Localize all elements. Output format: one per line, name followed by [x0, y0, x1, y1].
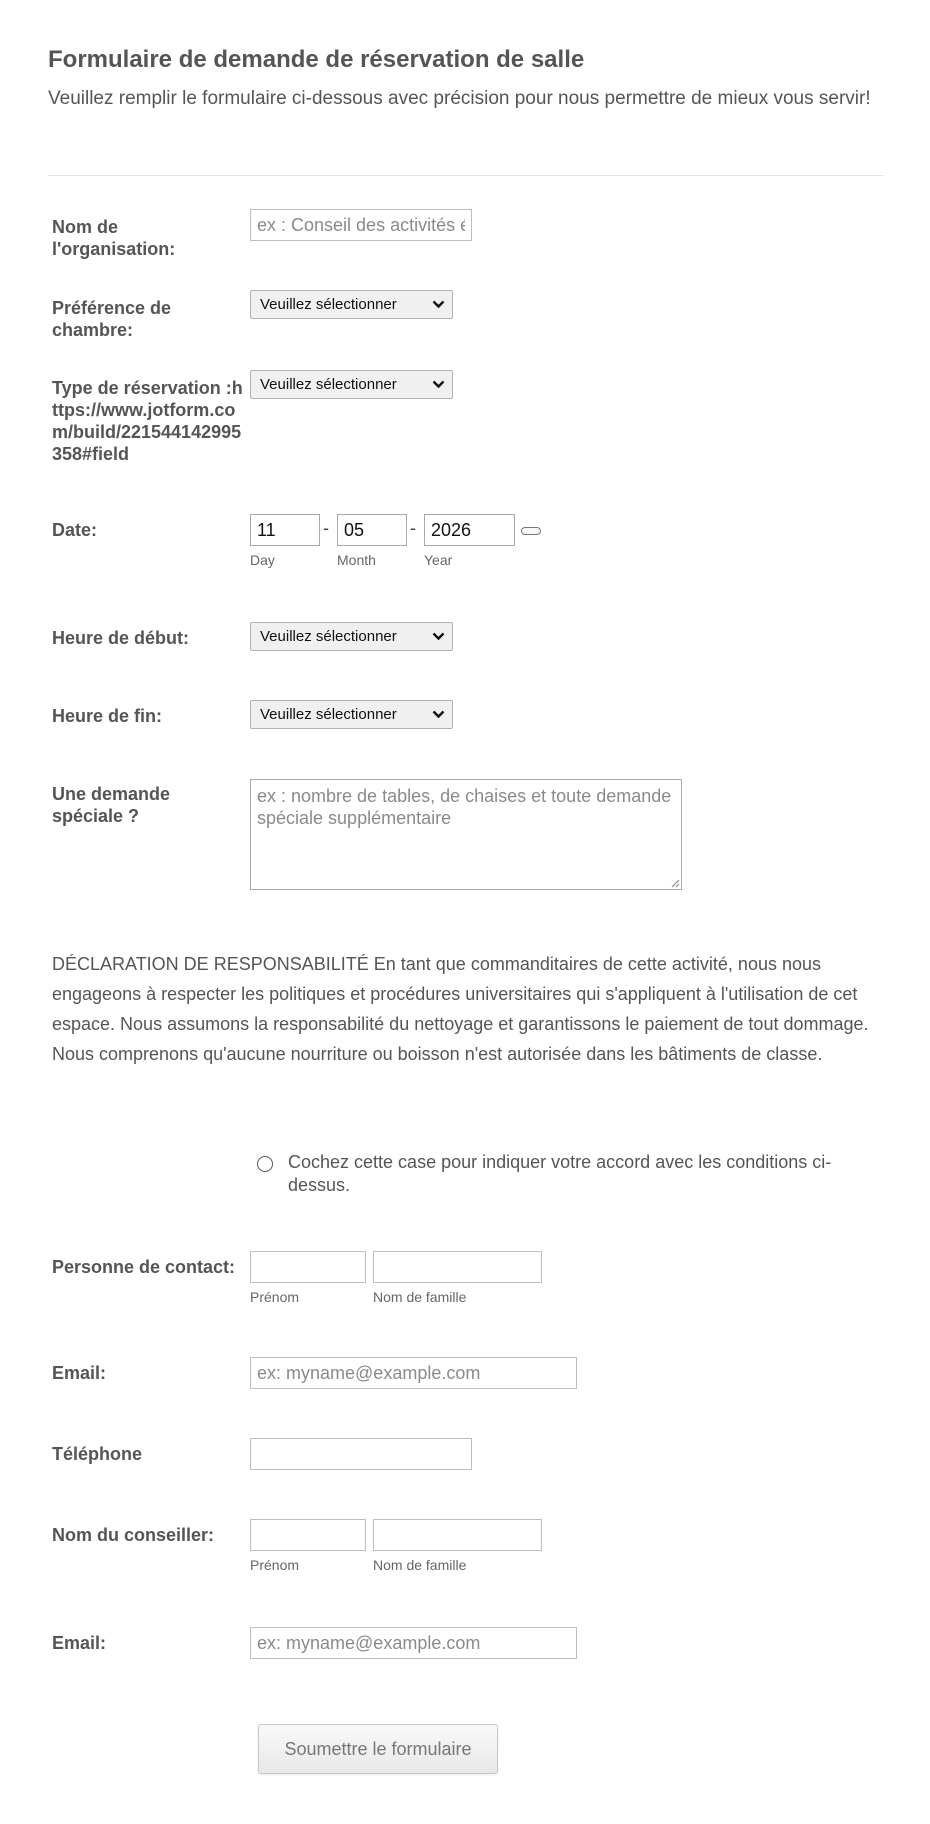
- declaration-text: DÉCLARATION DE RESPONSABILITÉ En tant que commanditaires de cette activité, nous nous engageons à respecter les politiques et procédures universitaires qui s'appliquent à l'utilisation de cet espace. Nous assumons la responsabilité du nettoyage et garantissons le paiement de tout dommage. Nous comprenons qu'aucune nourriture ou boisson n'est autorisée dans les bâtiments de classe.: [52, 954, 869, 1064]
- agreement-label[interactable]: Cochez cette case pour indiquer votre accord avec les conditions ci-dessus.: [288, 1152, 832, 1195]
- reservation-type-select[interactable]: [250, 370, 453, 399]
- end-time-value: Veuillez sélectionner: [260, 706, 397, 723]
- advisor-email-label: Email:: [52, 1633, 107, 1653]
- start-time-select[interactable]: [250, 622, 453, 651]
- organisation-label: Nom de l'organisation:: [52, 217, 176, 259]
- header-divider: [48, 175, 884, 176]
- date-year-input[interactable]: 2026: [424, 514, 515, 546]
- end-time-label: Heure de fin:: [52, 706, 163, 726]
- date-label: Date:: [52, 520, 98, 540]
- contact-last-name-input[interactable]: [373, 1251, 542, 1283]
- email-input[interactable]: [250, 1357, 577, 1389]
- advisor-first-sublabel: Prénom: [250, 1557, 300, 1573]
- contact-first-sublabel: Prénom: [250, 1289, 300, 1305]
- date-separator: -: [323, 518, 329, 538]
- agreement-radio[interactable]: [257, 1156, 273, 1172]
- date-day-input[interactable]: 11: [250, 514, 320, 546]
- email-label: Email:: [52, 1363, 107, 1383]
- advisor-email-input[interactable]: [250, 1627, 577, 1659]
- chevron-down-icon: [431, 300, 445, 310]
- special-request-label: Une demande spéciale ?: [52, 784, 171, 826]
- date-month-input[interactable]: 05: [337, 514, 407, 546]
- calendar-icon[interactable]: [521, 527, 541, 535]
- room-preference-label: Préférence de chambre:: [52, 298, 172, 340]
- phone-input[interactable]: [250, 1438, 472, 1470]
- reservation-type-label: Type de réservation :https://www.jotform.com/build/221544142995358#field: [52, 378, 243, 464]
- advisor-last-name-input[interactable]: [373, 1519, 542, 1551]
- contact-label: Personne de contact:: [52, 1257, 236, 1277]
- phone-label: Téléphone: [52, 1444, 143, 1464]
- start-time-value: Veuillez sélectionner: [260, 628, 397, 645]
- chevron-down-icon: [431, 380, 445, 390]
- reservation-type-value: Veuillez sélectionner: [260, 376, 397, 393]
- date-separator: -: [410, 518, 416, 538]
- chevron-down-icon: [431, 632, 445, 642]
- room-preference-select[interactable]: [250, 290, 453, 319]
- date-month-sublabel: Month: [337, 552, 376, 568]
- date-year-sublabel: Year: [424, 552, 453, 568]
- room-preference-value: Veuillez sélectionner: [260, 296, 397, 313]
- submit-button[interactable]: Soumettre le formulaire: [258, 1724, 498, 1774]
- start-time-label: Heure de début:: [52, 628, 190, 648]
- advisor-last-sublabel: Nom de famille: [373, 1557, 467, 1573]
- form-subtitle: Veuillez remplir le formulaire ci-dessous avec précision pour nous permettre de mieux vous servir!: [48, 88, 871, 109]
- resize-grip-icon[interactable]: [668, 876, 680, 888]
- date-day-sublabel: Day: [250, 552, 275, 568]
- form-title: Formulaire de demande de réservation de salle: [48, 46, 585, 73]
- end-time-select[interactable]: [250, 700, 453, 729]
- chevron-down-icon: [431, 710, 445, 720]
- contact-last-sublabel: Nom de famille: [373, 1289, 467, 1305]
- advisor-first-name-input[interactable]: [250, 1519, 366, 1551]
- form-header: [48, 44, 888, 113]
- special-request-textarea[interactable]: [250, 779, 682, 890]
- advisor-label: Nom du conseiller:: [52, 1525, 215, 1545]
- organisation-input[interactable]: [250, 209, 472, 241]
- contact-first-name-input[interactable]: [250, 1251, 366, 1283]
